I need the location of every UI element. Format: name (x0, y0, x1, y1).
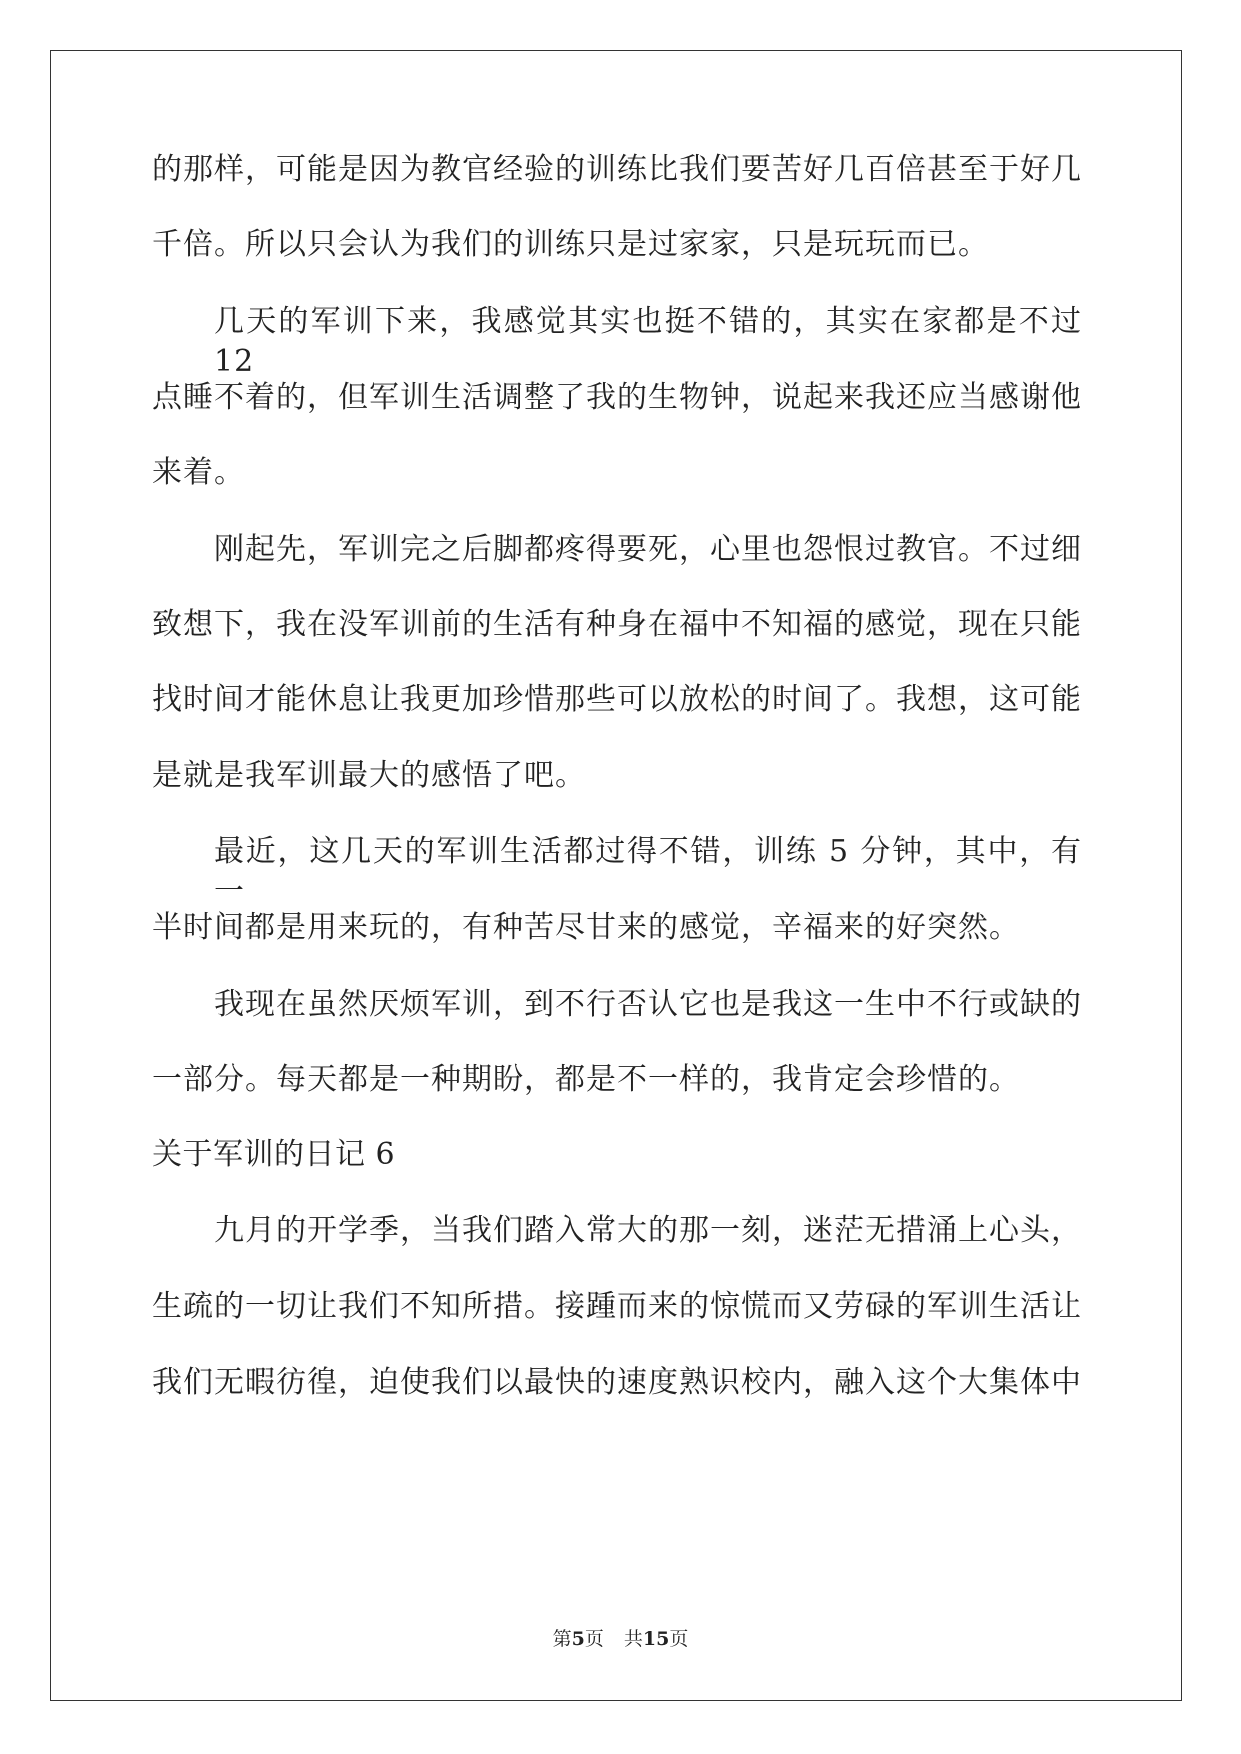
text-line: 点睡不着的，但军训生活调整了我的生物钟，说起来我还应当感谢他 (152, 380, 1082, 415)
text-line: 千倍。所以只会认为我们的训练只是过家家，只是玩玩而已。 (152, 227, 989, 262)
page-suffix: 页 (584, 1628, 604, 1650)
text-line: 我现在虽然厌烦军训，到不行否认它也是我这一生中不行或缺的 (214, 987, 1082, 1022)
page-number: 5 (571, 1628, 585, 1650)
text-line: 半时间都是用来玩的，有种苦尽甘来的感觉，辛福来的好突然。 (152, 910, 1020, 945)
text-line: 我们无暇彷徨，迫使我们以最快的速度熟识校内，融入这个大集体中 (152, 1365, 1082, 1400)
total-prefix: 共 (623, 1628, 643, 1650)
text-line: 几天的军训下来，我感觉其实也挺不错的，其实在家都是不过 12 (214, 304, 1082, 379)
total-pages: 15 (642, 1628, 670, 1650)
text-line: 九月的开学季，当我们踏入常大的那一刻，迷茫无措涌上心头， (214, 1213, 1082, 1248)
text-line: 刚起先，军训完之后脚都疼得要死，心里也怨恨过教官。不过细 (214, 532, 1082, 567)
text-line: 最近，这几天的军训生活都过得不错，训练 5 分钟，其中，有一 (214, 834, 1082, 909)
text-line: 来着。 (152, 455, 245, 490)
text-line: 是就是我军训最大的感悟了吧。 (152, 758, 586, 793)
text-line: 一部分。每天都是一种期盼，都是不一样的，我肯定会珍惜的。 (152, 1062, 1020, 1097)
text-line: 的那样，可能是因为教官经验的训练比我们要苦好几百倍甚至于好几 (152, 152, 1082, 187)
text-line: 生疏的一切让我们不知所措。接踵而来的惊慌而又劳碌的军训生活让 (152, 1289, 1082, 1324)
page-footer (0, 1627, 1241, 1651)
text-line: 致想下，我在没军训前的生活有种身在福中不知福的感觉，现在只能 (152, 607, 1082, 642)
section-heading: 关于军训的日记 6 (152, 1137, 396, 1172)
total-suffix: 页 (669, 1628, 689, 1650)
page-prefix: 第 (552, 1628, 572, 1650)
text-line: 找时间才能休息让我更加珍惜那些可以放松的时间了。我想，这可能 (152, 682, 1082, 717)
